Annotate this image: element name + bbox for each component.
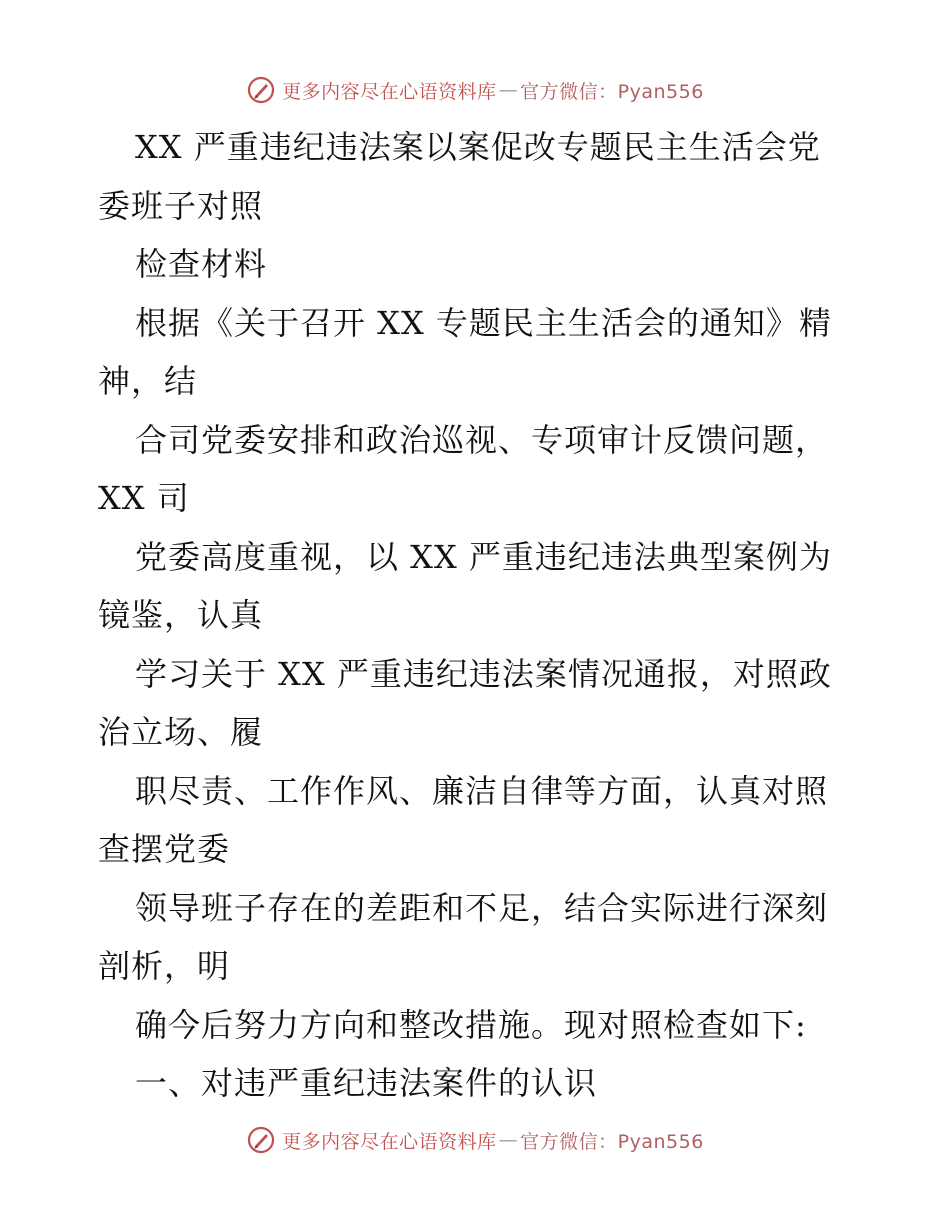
text-line: 学习关于 XX 严重违纪违法案情况通报，对照政 (135, 654, 832, 693)
text-line: 确今后努力方向和整改措施。现对照检查如下: (135, 1005, 807, 1044)
text-line: 检查材料 (135, 245, 268, 283)
text-line: 党委高度重视，以 XX 严重违纪违法典型案例为 (135, 537, 832, 576)
quill-logo-icon (246, 1125, 276, 1155)
text-line: 镜鉴，认真 (98, 596, 264, 634)
text-line: 一、对违严重纪违法案件的认识 (135, 1064, 598, 1102)
text-line: 剖析，明 (98, 947, 231, 985)
banner-brand-text: 更多内容尽在心语资料库 (282, 1130, 497, 1153)
text-line: XX 司 (98, 479, 190, 517)
quill-logo-icon (246, 75, 276, 105)
banner-brand-text: 更多内容尽在心语资料库 (282, 80, 497, 103)
document-body (98, 118, 858, 1113)
banner-separator: — (498, 79, 519, 101)
banner-wechat-text: 官方微信：Pyan556 (520, 80, 704, 103)
header-watermark-banner (0, 70, 950, 110)
text-line: 根据《关于召开 XX 专题民主生活会的通知》精 (135, 303, 832, 342)
text-line: 职尽责、工作作风、廉洁自律等方面，认真对照 (135, 771, 829, 810)
text-line: 治立场、履 (98, 713, 264, 751)
text-line: 神，结 (98, 362, 198, 400)
banner-wechat-text: 官方微信：Pyan556 (520, 1130, 704, 1153)
text-line: 查摆党委 (98, 830, 231, 868)
text-line: XX 严重违纪违法案以案促改专题民主生活会党 (135, 128, 821, 166)
text-line: 委班子对照 (98, 186, 264, 225)
text-line: 领导班子存在的差距和不足，结合实际进行深刻 (135, 888, 829, 927)
footer-watermark-banner (0, 1120, 950, 1160)
banner-separator: — (498, 1129, 519, 1151)
text-line: 合司党委安排和政治巡视、专项审计反馈问题， (135, 420, 829, 459)
